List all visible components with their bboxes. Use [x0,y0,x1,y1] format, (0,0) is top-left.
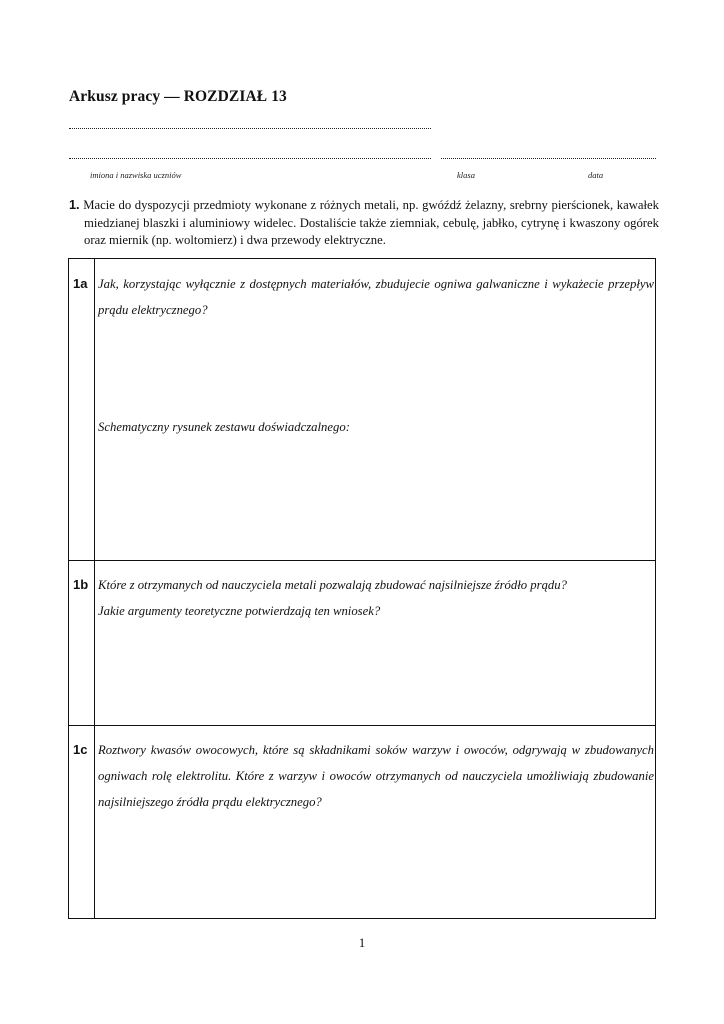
task-label-1b: 1b [73,577,89,592]
task-table [68,258,656,919]
task-question-1a: Jak, korzystając wyłącznie z dostępnych materiałów, zbudujecie ogniwa galwaniczne i wykażecie przepływ prądu elektrycznego? [98,277,654,317]
task-question-1b: Które z otrzymanych od nauczyciela metali pozwalają zbudować najsilniejsze źródło prądu? [98,578,567,592]
answer-area-1c[interactable] [97,819,653,916]
class-caption: klasa [457,170,475,180]
task-intro-text: Macie do dyspozycji przedmioty wykonane z różnych metali, np. gwóźdź żelazny, srebrny pierścionek, kawałek miedzianej blaszki i aluminiowy widelec. Dostaliście także ziemniak, cebulę, jabłko, cytrynę i kwaszony ogórek oraz miernik (np. woltomierz) i dwa przewody elektryczne. [83,198,660,247]
task-label-1c: 1c [73,742,88,757]
task-label-1a: 1a [73,276,88,291]
row-divider-2 [69,725,655,726]
task-question-1b-2: Jakie argumenty teoretyczne potwierdzają ten wniosek? [98,604,381,618]
task-question-1c: Roztwory kwasów owocowych, które są składnikami soków warzyw i owoców, odgrywają w zbudowanych ogniwach rolę elektrolitu. Które z warzyw i owoców otrzymanych od nauczyciela umożliwiają zbudowanie najsilniejszego źródła prądu elektrycznego? [98,743,654,809]
task-subprompt-1a: Schematyczny rysunek zestawu doświadczalnego: [98,420,350,434]
worksheet-title: Arkusz pracy — ROZDZIAŁ 13 [69,88,287,105]
row-divider-1 [69,560,655,561]
class-date-line[interactable] [441,158,656,159]
names-line-2[interactable] [69,158,431,159]
names-caption: imiona i nazwiska uczniów [90,170,182,180]
answer-area-1a[interactable] [97,324,653,558]
answer-area-1b[interactable] [97,629,653,723]
date-caption: data [588,170,604,180]
task-number: 1. [69,198,80,212]
page-number: 1 [358,935,366,950]
names-line-1[interactable] [69,128,431,129]
label-column-divider [94,259,95,918]
task-intro [69,197,659,250]
